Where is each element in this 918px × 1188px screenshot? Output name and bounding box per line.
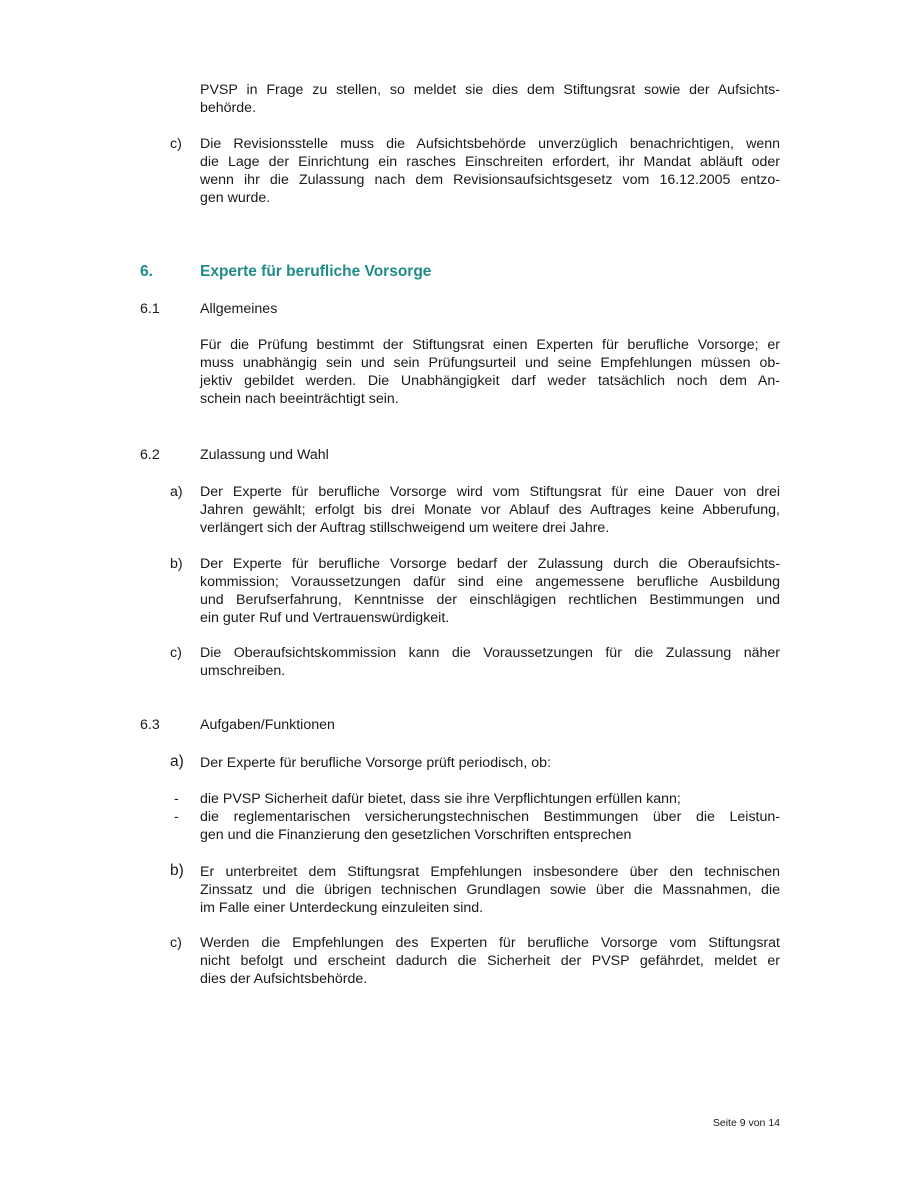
- text-line: Der Experte für berufliche Vorsorge prüft periodisch, ob:: [200, 755, 551, 771]
- subsection-title: Aufgaben/Funktionen: [200, 717, 335, 733]
- text-line: gen wurde.: [200, 190, 271, 206]
- text-line: Werden die Empfehlungen des Experten für berufliche Vorsorge vom Stiftungsrat: [200, 935, 780, 951]
- text-line: im Falle einer Unterdeckung einzuleiten sind.: [200, 900, 484, 916]
- text-line: Jahren gewählt; erfolgt bis drei Monate vor Ablauf des Auftrages keine Abberufung,: [200, 502, 780, 518]
- item-6-2b-paragraph: [200, 555, 780, 627]
- bullet-dash: -: [174, 791, 179, 807]
- text-line: die Lage der Einrichtung ein rasches Einschreiten erfordert, ihr Mandat abläuft oder: [200, 154, 780, 170]
- text-line: Der Experte für berufliche Vorsorge bedarf der Zulassung durch die Oberaufsichts-: [200, 556, 780, 572]
- text-line: behörde.: [200, 100, 257, 116]
- text-line: verlängert sich der Auftrag stillschweigend um weitere drei Jahre.: [200, 520, 610, 536]
- text-line: ein guter Ruf und Vertrauenswürdigkeit.: [200, 610, 450, 626]
- text-line: wenn ihr die Zulassung nach dem Revisionsaufsichtsgesetz vom 16.12.2005 entzo-: [200, 172, 780, 188]
- text-line: die PVSP Sicherheit dafür bietet, dass sie ihre Verpflichtungen erfüllen kann;: [200, 791, 681, 807]
- text-line: nicht befolgt und erscheint dadurch die Sicherheit der PVSP gefährdet, meldet er: [200, 953, 780, 969]
- page-number: Seite 9 von 14: [712, 1117, 780, 1129]
- text-line: muss unabhängig sein und sein Prüfungsurteil und seine Empfehlungen müssen ob-: [200, 355, 780, 371]
- bullet-item: [200, 790, 780, 808]
- text-line: schein nach beeinträchtigt sein.: [200, 391, 399, 407]
- item-label: a): [170, 753, 184, 770]
- item-6-3b-paragraph: [200, 863, 780, 917]
- subsection-title: Allgemeines: [200, 301, 278, 317]
- text-line: umschreiben.: [200, 663, 286, 679]
- subsection-6-1-paragraph: [200, 336, 780, 408]
- item-6-3a-paragraph: [200, 754, 780, 772]
- text-line: kommission; Voraussetzungen dafür sind eine angemessene berufliche Ausbildung: [200, 574, 780, 590]
- item-label: c): [170, 136, 182, 152]
- item-label: c): [170, 935, 182, 951]
- item-label: b): [170, 556, 183, 572]
- text-line: Die Oberaufsichtskommission kann die Voraussetzungen für die Zulassung näher: [200, 645, 780, 661]
- item-label: a): [170, 484, 183, 500]
- text-line: Er unterbreitet dem Stiftungsrat Empfehlungen insbesondere über den technischen: [200, 864, 780, 880]
- text-line: Für die Prüfung bestimmt der Stiftungsrat einen Experten für berufliche Vorsorge; er: [200, 337, 780, 353]
- subsection-number: 6.1: [140, 301, 160, 317]
- continuation-paragraph: [200, 81, 780, 117]
- item-6-2c-paragraph: [200, 644, 780, 680]
- text-line: Zinssatz und die übrigen technischen Grundlagen sowie über die Massnahmen, die: [200, 882, 780, 898]
- text-line: jektiv gebildet werden. Die Unabhängigkeit darf weder tatsächlich noch dem An-: [200, 373, 780, 389]
- text-line: Der Experte für berufliche Vorsorge wird vom Stiftungsrat für eine Dauer von drei: [200, 484, 780, 500]
- subsection-number: 6.2: [140, 447, 160, 463]
- item-label: c): [170, 645, 182, 661]
- subsection-title: Zulassung und Wahl: [200, 447, 329, 463]
- item-5c-paragraph: [200, 135, 780, 207]
- text-line: und Berufserfahrung, Kenntnisse der einschlägigen rechtlichen Bestimmungen und: [200, 592, 780, 608]
- subsection-number: 6.3: [140, 717, 160, 733]
- text-line: Die Revisionsstelle muss die Aufsichtsbehörde unverzüglich benachrichtigen, wenn: [200, 136, 780, 152]
- item-6-3c-paragraph: [200, 934, 780, 988]
- bullet-dash: -: [174, 809, 179, 825]
- item-6-2a-paragraph: [200, 483, 780, 537]
- section-title: Experte für berufliche Vorsorge: [200, 263, 432, 280]
- text-line: PVSP in Frage zu stellen, so meldet sie dies dem Stiftungsrat sowie der Aufsichts-: [200, 82, 780, 98]
- item-label: b): [170, 862, 184, 879]
- text-line: die reglementarischen versicherungstechnischen Bestimmungen über die Leistun-: [200, 809, 780, 825]
- text-line: dies der Aufsichtsbehörde.: [200, 971, 368, 987]
- text-line: gen und die Finanzierung den gesetzlichen Vorschriften entsprechen: [200, 827, 632, 843]
- bullet-item: [200, 808, 780, 844]
- section-number: 6.: [140, 263, 153, 280]
